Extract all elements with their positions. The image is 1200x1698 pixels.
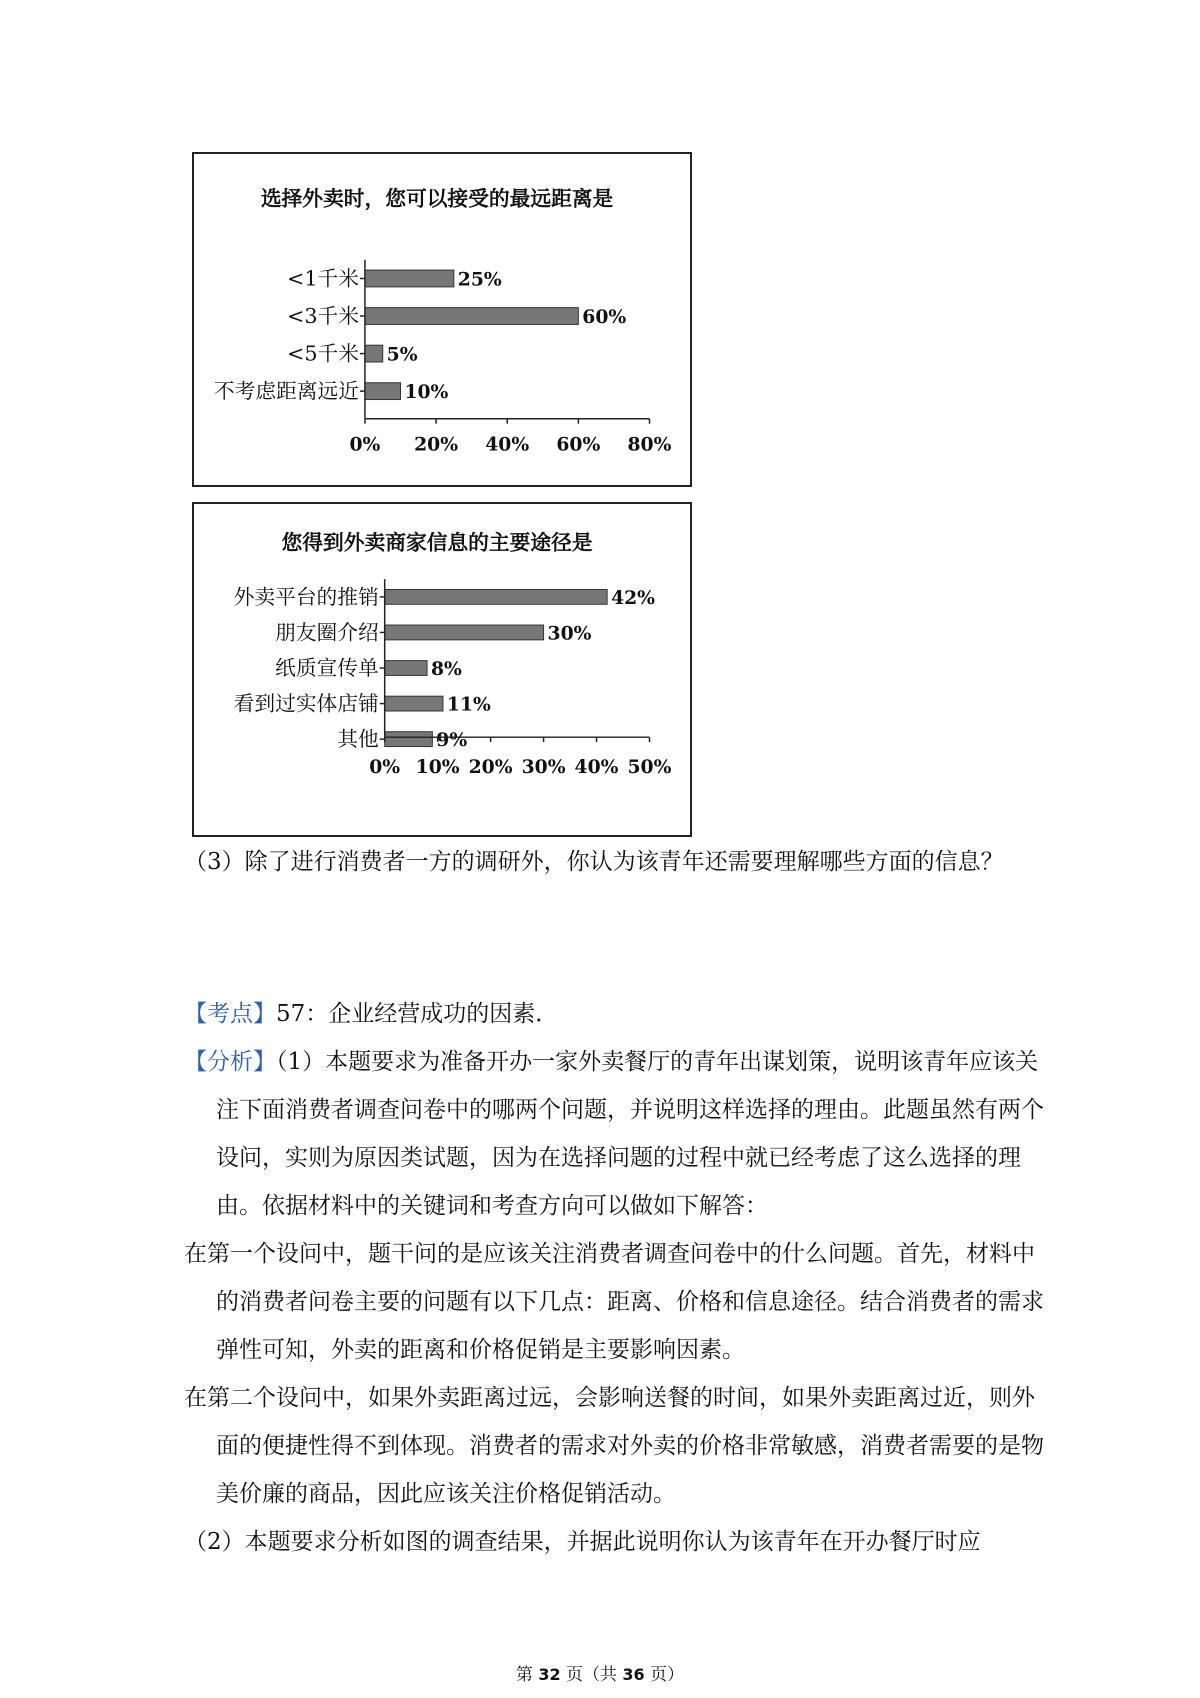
data-label: 5% (386, 343, 418, 366)
footer-page-number: 32 (538, 1665, 561, 1684)
footer-total-pages: 36 (622, 1665, 645, 1684)
chart-info-channel (192, 502, 692, 837)
x-tick-label: 0% (349, 433, 381, 456)
data-label: 60% (582, 305, 627, 328)
fenxi-tag: 【分析】 (184, 1049, 276, 1075)
x-tick-label: 50% (627, 755, 672, 778)
bar (365, 308, 578, 325)
chart-title: 您得到外卖商家信息的主要途径是 (281, 530, 593, 555)
fenxi-paragraph (184, 1038, 1056, 1230)
data-label: 25% (457, 268, 502, 291)
footer-middle: 页（共 (560, 1665, 623, 1685)
bar (385, 732, 433, 747)
category-label: <3千米 (286, 303, 360, 328)
question-3: （3）除了进行消费者一方的调研外，你认为该青年还需要理解哪些方面的信息？ (184, 849, 1004, 875)
x-tick-label: 40% (574, 755, 619, 778)
category-label: <5千米 (286, 341, 360, 366)
chart-distance-svg (194, 154, 690, 485)
bar (385, 625, 544, 640)
footer-prefix: 第 (515, 1665, 539, 1685)
data-label: 8% (431, 657, 462, 680)
category-label: 朋友圈介绍 (275, 620, 379, 645)
page-footer (0, 1660, 1200, 1685)
paragraph-second-question: 在第二个设问中，如果外卖距离过远，会影响送餐的时间，如果外卖距离过近，则外面的便捷性得不到体现。消费者的需求对外卖的价格非常敏感，消费者需要的是物美价廉的商品，因此应该关注价格促销活动。 (184, 1385, 1044, 1507)
kaodian-line (184, 990, 1056, 1038)
category-label: 不考虑距离远近 (213, 379, 360, 404)
kaodian-text: 57：企业经营成功的因素． (276, 1001, 559, 1027)
bar (385, 661, 427, 676)
fenxi-text: （1）本题要求为准备开办一家外卖餐厅的青年出谋划策，说明该青年应该关注下面消费者调查问卷中的哪两个问题，并说明这样选择的理由。此题虽然有两个设问，实则为原因类试题，因为在选择问题的过程中就已经考虑了这么选择的理由。依据材料中的关键词和考查方向可以做如下解答： (216, 1049, 1044, 1219)
paragraph-question-2: （2）本题要求分析如图的调查结果，并据此说明你认为该青年在开办餐厅时应 (184, 1529, 981, 1555)
bar (385, 589, 607, 604)
category-label: 看到过实体店铺 (233, 691, 379, 716)
chart-distance (192, 152, 692, 487)
x-tick-label: 20% (414, 433, 459, 456)
bar (365, 345, 383, 362)
kaodian-tag: 【考点】 (184, 1001, 276, 1027)
data-label: 42% (611, 586, 656, 609)
footer-suffix: 页） (644, 1665, 685, 1685)
chart-info-channel-svg (194, 504, 690, 835)
x-tick-label: 30% (521, 755, 566, 778)
x-tick-label: 10% (415, 755, 460, 778)
chart-title: 选择外卖时，您可以接受的最远距离是 (260, 186, 614, 211)
x-tick-label: 40% (485, 433, 530, 456)
bar (365, 383, 401, 400)
data-label: 11% (446, 693, 491, 716)
category-label: 外卖平台的推销 (233, 584, 379, 609)
x-tick-label: 20% (468, 755, 513, 778)
data-label: 30% (547, 622, 592, 645)
paragraph-first-question: 在第一个设问中，题干问的是应该关注消费者调查问卷中的什么问题。首先，材料中的消费者问卷主要的问题有以下几点：距离、价格和信息途径。结合消费者的需求弹性可知，外卖的距离和价格促销是主要影响因素。 (184, 1241, 1044, 1363)
category-label: <1千米 (286, 266, 360, 291)
x-tick-label: 60% (556, 433, 601, 456)
x-tick-label: 80% (627, 433, 672, 456)
category-label: 纸质宣传单 (275, 655, 379, 680)
data-label: 9% (436, 729, 468, 752)
bar (385, 696, 443, 711)
data-label: 10% (404, 381, 449, 404)
x-tick-label: 0% (369, 755, 401, 778)
category-label: 其他 (337, 727, 379, 752)
bar (365, 270, 454, 287)
